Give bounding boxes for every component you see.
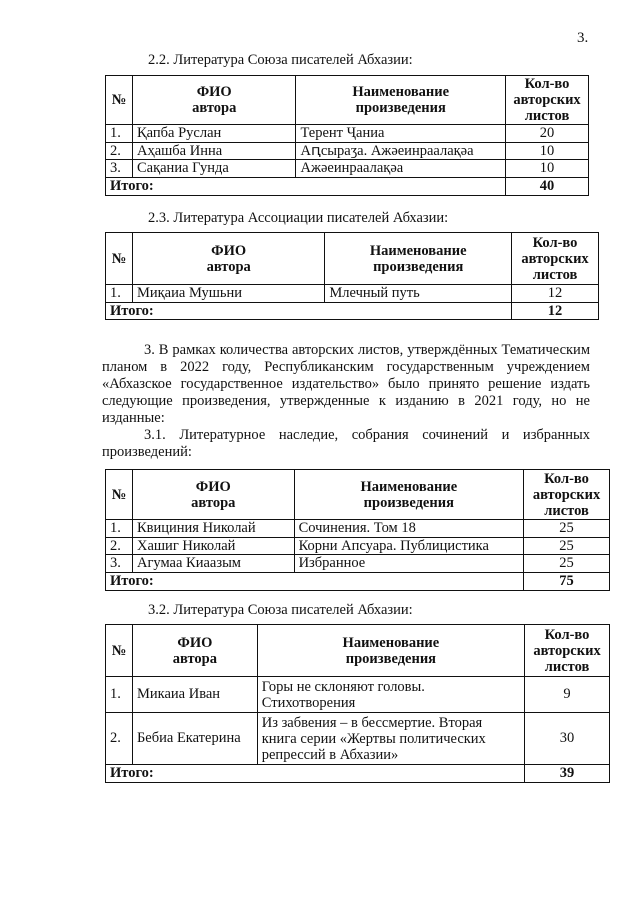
row-author: Сақаниа Гунда (132, 160, 296, 178)
row-author: Бебиа Екатерина (132, 713, 257, 765)
total-value: 39 (525, 765, 610, 783)
table-header-row (106, 233, 599, 285)
row-sheets: 10 (506, 142, 589, 160)
table-row (106, 677, 610, 713)
col-header-work: Наименование произведения (325, 233, 512, 285)
row-sheets: 25 (524, 555, 610, 573)
table-header-row (106, 76, 589, 125)
total-value: 40 (506, 178, 589, 196)
col-header-work: Наименование произведения (257, 625, 524, 677)
col-header-author: ФИО автора (132, 470, 294, 520)
col-header-sheets: Кол-во авторских листов (525, 625, 610, 677)
table-2-3 (105, 232, 599, 320)
table-2-2 (105, 75, 589, 196)
total-value: 12 (512, 302, 599, 320)
row-sheets: 30 (525, 713, 610, 765)
table-total-row (106, 178, 589, 196)
col-header-author: ФИО автора (132, 233, 324, 285)
row-sheets: 20 (506, 125, 589, 143)
row-num: 2. (106, 142, 133, 160)
section-heading-2-2: 2.2. Литература Союза писателей Абхазии: (148, 52, 413, 68)
col-header-num: № (106, 625, 133, 677)
col-header-num: № (106, 76, 133, 125)
table-row (106, 285, 599, 303)
col-header-author: ФИО автора (132, 625, 257, 677)
row-num: 1. (106, 677, 133, 713)
col-header-sheets: Кол-во авторских листов (506, 76, 589, 125)
section-3-paragraph (102, 342, 590, 427)
col-header-num: № (106, 470, 133, 520)
row-work: Горы не склоняют головы. Стихотворения (257, 677, 524, 713)
row-num: 1. (106, 285, 133, 303)
row-num: 1. (106, 125, 133, 143)
page-number: 3. (577, 30, 589, 46)
row-work: Млечный путь (325, 285, 512, 303)
row-sheets: 10 (506, 160, 589, 178)
row-author: Миқаиа Мушьни (132, 285, 324, 303)
paragraph-text: 3. В рамках количества авторских листов, утверждённых Тематическим планом в 2022 году, Республиканским государственным учреждением «Абхазское государственное издательство» было принято решение издать следующие произведения, утвержденные к изданию в 2021 году, но не изданные: (102, 342, 590, 426)
row-author: Агумаа Киаазым (132, 555, 294, 573)
row-work: Избранное (294, 555, 523, 573)
table-total-row (106, 302, 599, 320)
heading-text: 3.1. Литературное наследие, собрания сочинений и избранных произведений: (102, 427, 590, 460)
table-row (106, 160, 589, 178)
total-value: 75 (524, 573, 610, 591)
table-row (106, 555, 610, 573)
total-label: Итого: (106, 178, 506, 196)
table-row (106, 713, 610, 765)
row-sheets: 25 (524, 520, 610, 538)
row-author: Қапба Руслан (132, 125, 296, 143)
row-sheets: 9 (525, 677, 610, 713)
table-row (106, 142, 589, 160)
total-label: Итого: (106, 765, 525, 783)
row-author: Аҳашба Инна (132, 142, 296, 160)
col-header-work: Наименование произведения (294, 470, 523, 520)
table-total-row (106, 573, 610, 591)
table-header-row (106, 625, 610, 677)
total-label: Итого: (106, 573, 524, 591)
table-3-2 (105, 624, 610, 783)
col-header-num: № (106, 233, 133, 285)
row-work: Ажәеинраалақәа (296, 160, 506, 178)
row-author: Квициния Николай (132, 520, 294, 538)
table-row (106, 537, 610, 555)
section-heading-2-3: 2.3. Литература Ассоциации писателей Абхазии: (148, 210, 449, 226)
table-row (106, 125, 589, 143)
row-work: Сочинения. Том 18 (294, 520, 523, 538)
table-header-row (106, 470, 610, 520)
row-num: 3. (106, 160, 133, 178)
row-sheets: 12 (512, 285, 599, 303)
row-num: 3. (106, 555, 133, 573)
section-3-1-heading (102, 427, 590, 461)
total-label: Итого: (106, 302, 512, 320)
row-author: Хашиг Николай (132, 537, 294, 555)
row-work: Из забвения – в бессмертие. Вторая книга серии «Жертвы политических репрессий в Абхазии» (257, 713, 524, 765)
table-3-1 (105, 469, 610, 591)
row-num: 2. (106, 713, 133, 765)
table-row (106, 520, 610, 538)
col-header-sheets: Кол-во авторских листов (524, 470, 610, 520)
col-header-author: ФИО автора (132, 76, 296, 125)
section-heading-3-2: 3.2. Литература Союза писателей Абхазии: (148, 602, 413, 618)
row-sheets: 25 (524, 537, 610, 555)
row-num: 2. (106, 537, 133, 555)
col-header-sheets: Кол-во авторских листов (512, 233, 599, 285)
col-header-work: Наименование произведения (296, 76, 506, 125)
row-work: Аԥсыраӡа. Ажәеинраалақәа (296, 142, 506, 160)
row-num: 1. (106, 520, 133, 538)
row-work: Корни Апсуара. Публицистика (294, 537, 523, 555)
row-work: Терент Ҷаниа (296, 125, 506, 143)
row-author: Микаиа Иван (132, 677, 257, 713)
table-total-row (106, 765, 610, 783)
